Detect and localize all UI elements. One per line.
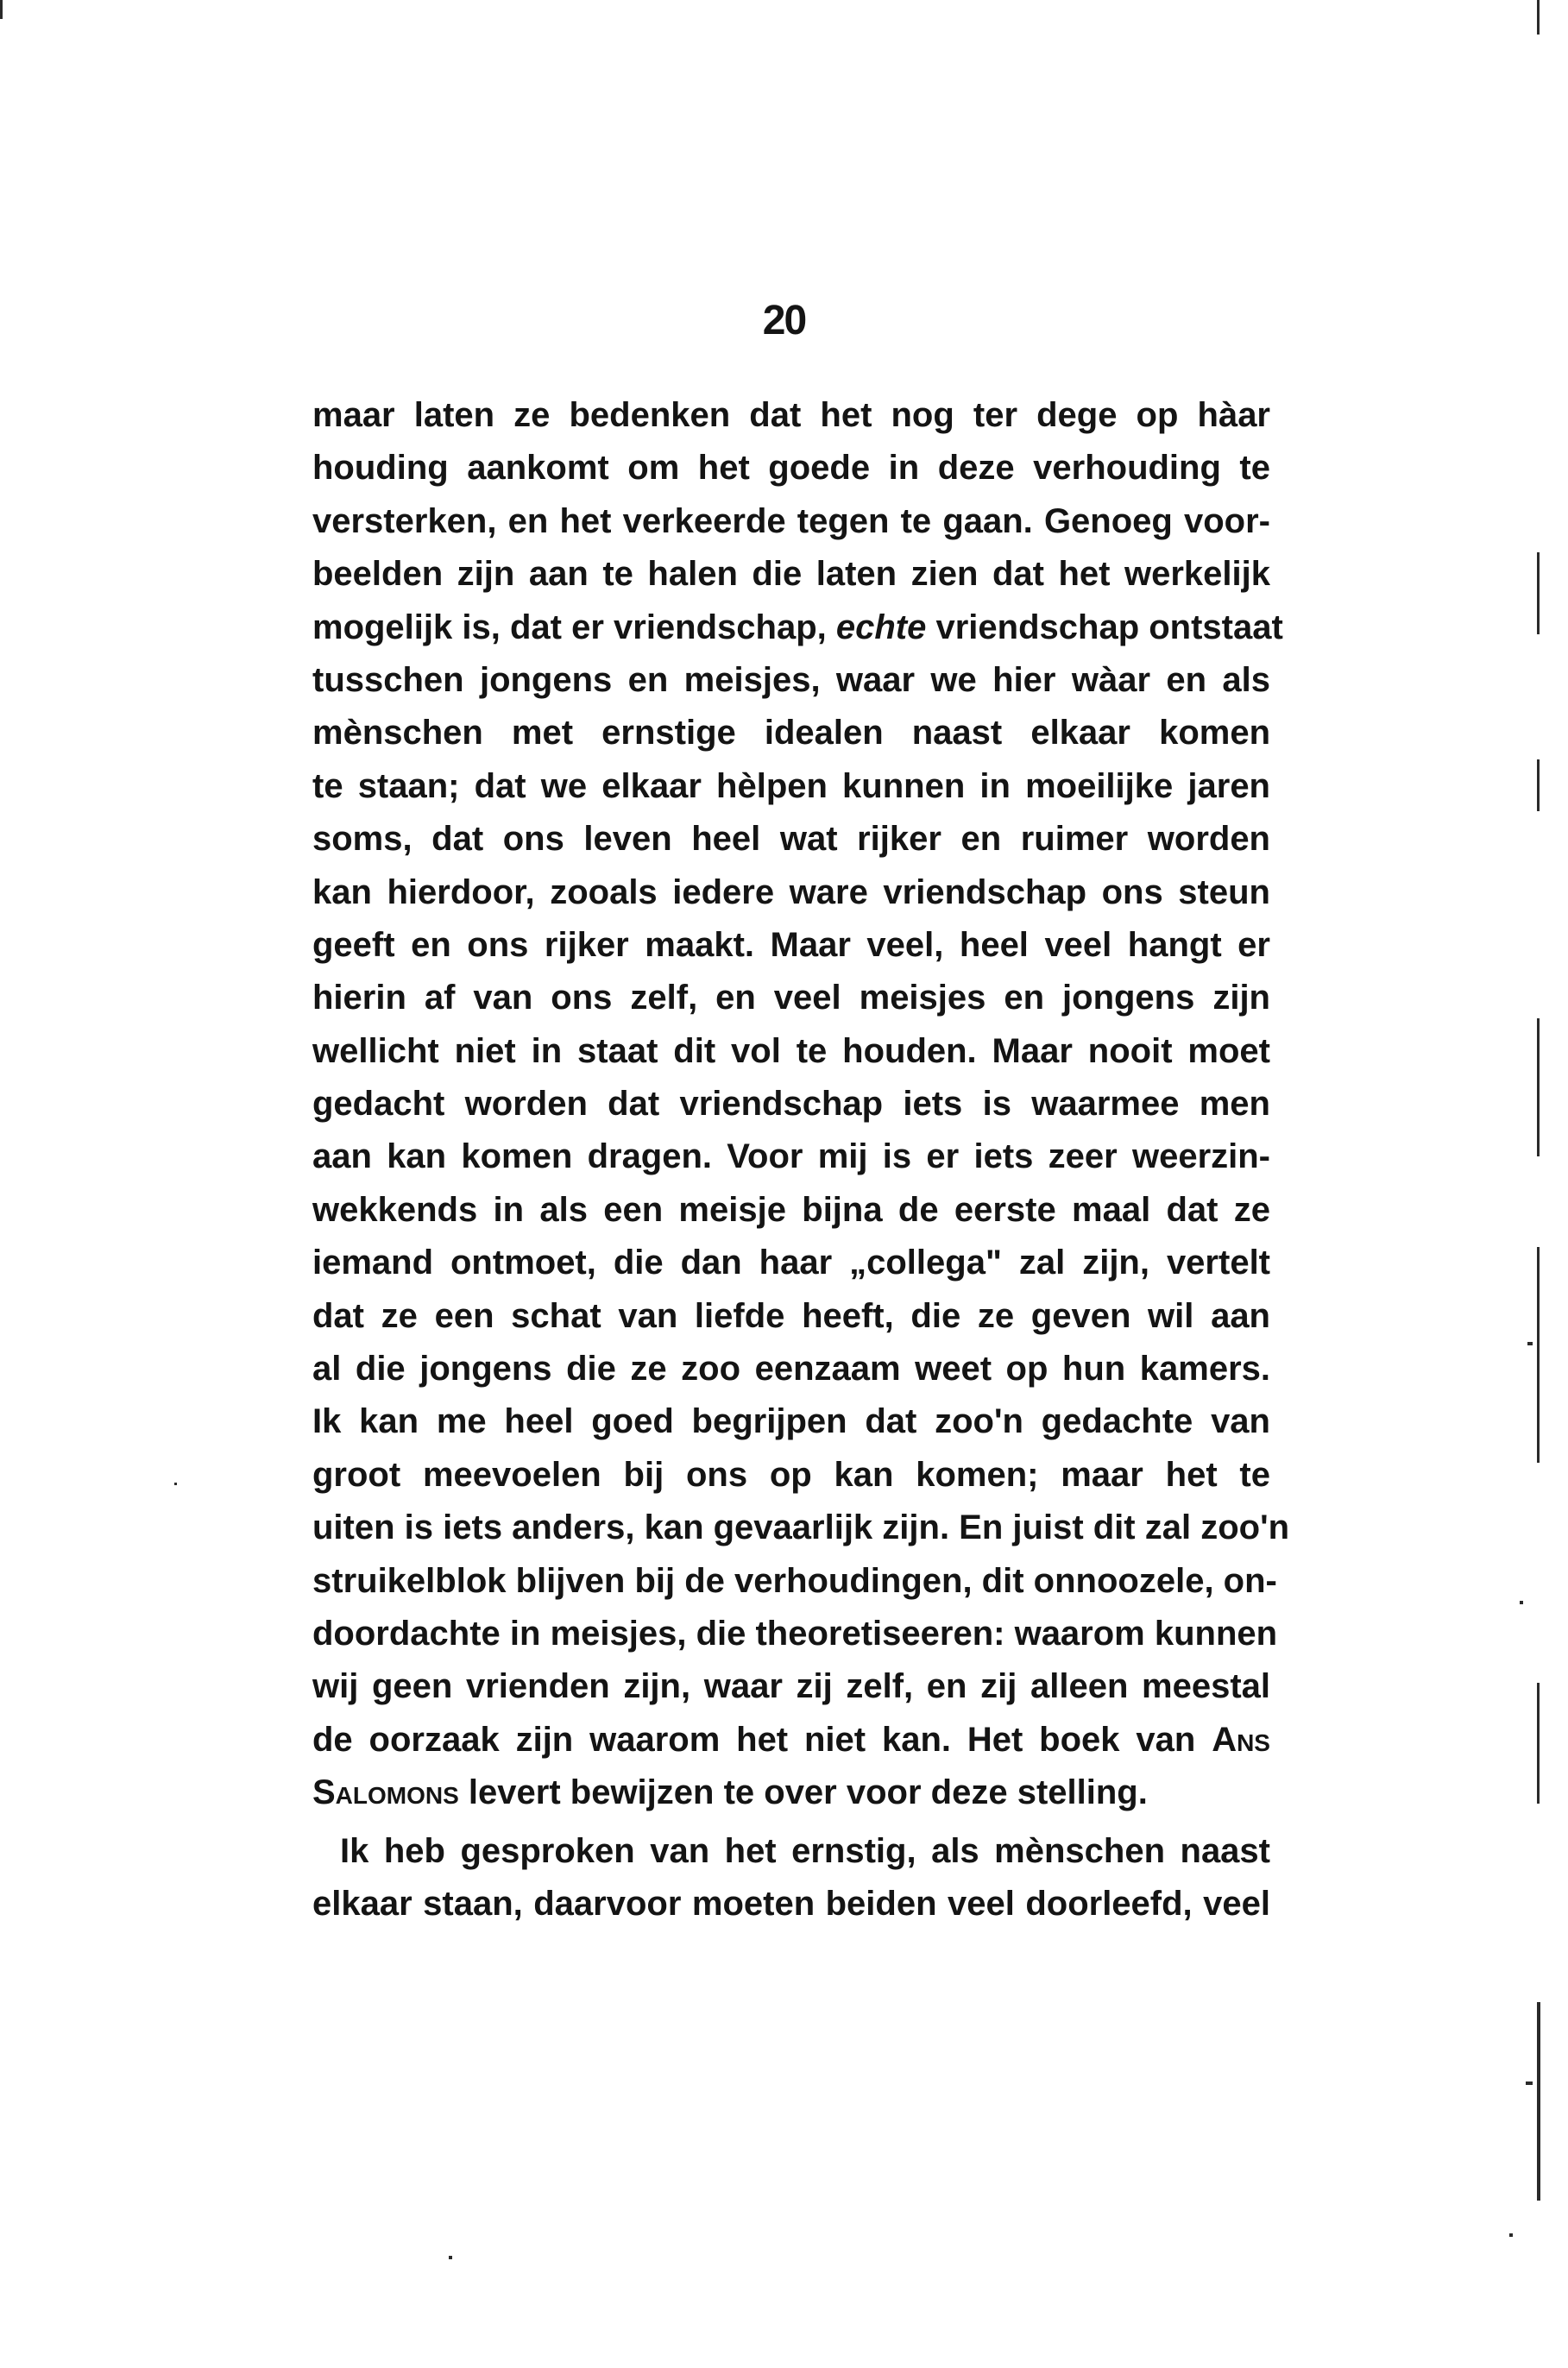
text-fragment: vriendschap ontstaat (926, 608, 1283, 646)
text-line: wij geen vrienden zijn, waar zij zelf, en zij alleen meestal (312, 1667, 1270, 1706)
scan-edge-mark (1537, 759, 1540, 811)
text-line: gedacht worden dat vriendschap iets is waarmee men (312, 1085, 1270, 1124)
text-line (312, 601, 1283, 654)
scan-dot (1509, 2233, 1513, 2237)
scan-edge-mark (1537, 1018, 1540, 1156)
scan-corner-mark (0, 0, 3, 19)
scan-edge-mark (1537, 0, 1540, 35)
text-line: maar laten ze bedenken dat het nog ter dege op hàar (312, 396, 1270, 434)
scan-dot (1527, 1342, 1533, 1345)
scan-dot (1520, 1601, 1523, 1604)
text-line (312, 1767, 1270, 1819)
text-fragment: mogelijk is, dat er vriendschap, (312, 608, 836, 646)
text-line: hierin af van ons zelf, en veel meisjes en jongens zijn (312, 979, 1270, 1017)
text-line: beelden zijn aan te halen die laten zien dat het werkelijk (312, 555, 1270, 594)
text-fragment: levert bewijzen te over voor deze stelling. (458, 1773, 1148, 1812)
text-line: aan kan komen dragen. Voor mij is er iets zeer weerzin- (312, 1137, 1270, 1176)
text-line (312, 1714, 1270, 1767)
text-line: versterken, en het verkeerde tegen te gaan. Genoeg voor- (312, 501, 1270, 540)
text-fragment: de oorzaak zijn waarom het niet kan. Het boek van (312, 1720, 1212, 1759)
text-line: mènschen met ernstige idealen naast elkaar komen (312, 714, 1270, 753)
scan-edge-mark (1537, 552, 1540, 634)
text-line: Ik kan me heel goed begrijpen dat zoo'n gedachte van (312, 1402, 1270, 1441)
scan-dot (449, 2256, 452, 2259)
text-line: dat ze een schat van liefde heeft, die ze geven wil aan (312, 1296, 1270, 1335)
scan-edge-mark (1537, 1683, 1540, 1804)
author-name-smallcaps: Salomons (312, 1773, 459, 1812)
scan-edge-mark (1537, 2002, 1540, 2201)
text-line: elkaar staan, daarvoor moeten beiden veel doorleefd, veel (312, 1884, 1270, 1923)
scan-edge-mark (1537, 1247, 1540, 1463)
text-line: te staan; dat we elkaar hèlpen kunnen in moeilijke jaren (312, 766, 1270, 805)
scan-dot (1526, 2081, 1533, 2085)
text-line: soms, dat ons leven heel wat rijker en ruimer worden (312, 820, 1270, 859)
author-name-smallcaps: Ans (1212, 1720, 1270, 1759)
text-line: geeft en ons rijker maakt. Maar veel, heel veel hangt er (312, 925, 1270, 964)
text-line: doordachte in meisjes, die theoretiseeren: waarom kunnen (312, 1614, 1278, 1653)
text-line: struikelblok blijven bij de verhoudingen, dit onnoozele, on- (312, 1561, 1277, 1600)
body-text (312, 389, 1290, 1930)
text-line: Ik heb gesproken van het ernstig, als mènschen naast (340, 1831, 1270, 1870)
text-line: wellicht niet in staat dit vol te houden. Maar nooit moet (312, 1031, 1270, 1070)
page-number: 20 (762, 298, 806, 343)
scan-dot (174, 1483, 177, 1485)
text-line: kan hierdoor, zooals iedere ware vriendschap ons steun (312, 872, 1270, 911)
text-line: iemand ontmoet, die dan haar „collega" zal zijn, vertelt (312, 1244, 1270, 1282)
emphasis-echte: echte (835, 608, 927, 646)
text-line: houding aankomt om het goede in deze verhouding te (312, 449, 1270, 488)
text-line: groot meevoelen bij ons op kan komen; maar het te (312, 1455, 1270, 1494)
text-line: tusschen jongens en meisjes, waar we hier wàar en als (312, 660, 1270, 699)
text-line: uiten is iets anders, kan gevaarlijk zijn. En juist dit zal zoo'n (312, 1508, 1290, 1547)
text-line: al die jongens die ze zoo eenzaam weet op hun kamers. (312, 1350, 1270, 1389)
text-line: wekkends in als een meisje bijna de eerste maal dat ze (312, 1190, 1270, 1229)
